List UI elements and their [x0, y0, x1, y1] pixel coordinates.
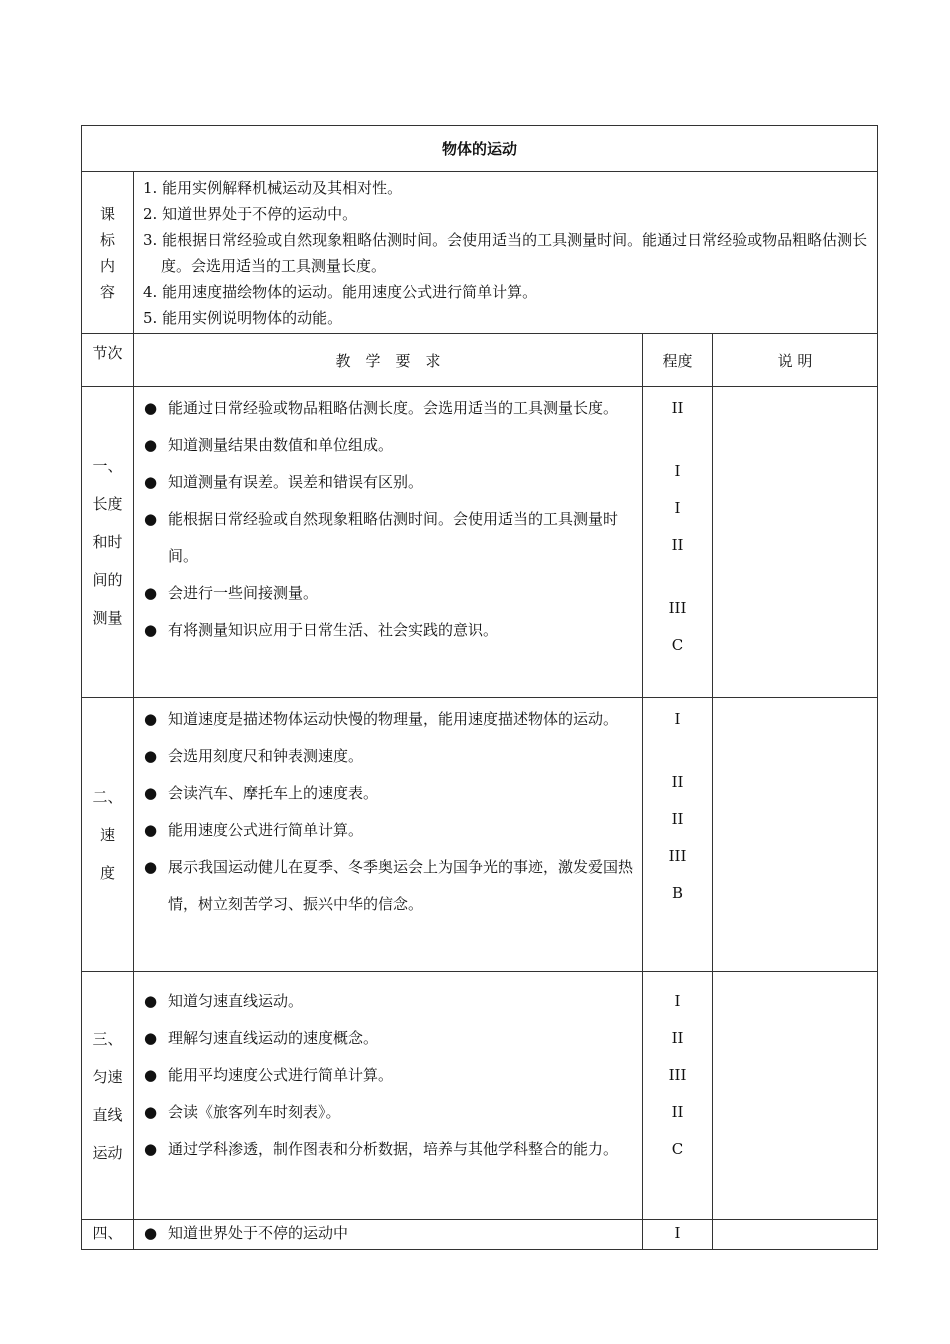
- note-cell: [713, 1220, 878, 1250]
- level-value: I: [674, 499, 681, 517]
- level-value: I: [674, 710, 681, 728]
- standard-item: 5. 能用实例说明物体的动能。: [143, 309, 343, 327]
- requirement-item: ● 理解匀速直线运动的速度概念。: [144, 1020, 634, 1057]
- requirement-item: ● 会进行一些间接测量。: [144, 575, 634, 612]
- bullet-icon: ●: [144, 747, 158, 765]
- bullet-icon: ●: [144, 584, 158, 602]
- requirement-item: ● 有将测量知识应用于日常生活、社会实践的意识。: [144, 612, 634, 649]
- level-column: [643, 387, 713, 698]
- note-cell: [713, 972, 878, 1220]
- standard-item: 4. 能用速度描绘物体的运动。能用速度公式进行简单计算。: [143, 283, 538, 301]
- bullet-icon: ●: [144, 1140, 158, 1158]
- section-label: 四、: [82, 1220, 134, 1250]
- bullet-icon: ●: [144, 1103, 158, 1121]
- requirement-item: ● 知道匀速直线运动。: [144, 983, 634, 1020]
- section-label: 二、 速 度: [82, 698, 134, 972]
- bullet-icon: ●: [144, 510, 158, 528]
- level-value: II: [671, 1029, 684, 1047]
- level-value: I: [674, 992, 681, 1010]
- level-value: I: [674, 462, 681, 480]
- header-section: 节次: [82, 334, 134, 387]
- requirement-item: ● 知道测量结果由数值和单位组成。: [144, 427, 634, 464]
- content-table: [81, 125, 878, 1250]
- level-column: [643, 698, 713, 972]
- level-value: II: [671, 773, 684, 791]
- header-note: 说 明: [713, 334, 878, 387]
- bullet-icon: ●: [144, 784, 158, 802]
- header-level: 程度: [643, 334, 713, 387]
- bullet-icon: ●: [144, 399, 158, 417]
- requirement-item: ● 会读《旅客列车时刻表》。: [144, 1094, 634, 1131]
- requirement-item: ● 能根据日常经验或自然现象粗略估测时间。会使用适当的工具测量时间。: [144, 501, 634, 575]
- requirements-list: [134, 698, 643, 972]
- requirement-item: ● 会选用刻度尺和钟表测速度。: [144, 738, 634, 775]
- requirement-item: ● 知道测量有误差。误差和错误有区别。: [144, 464, 634, 501]
- requirement-item: ● 能通过日常经验或物品粗略估测长度。会选用适当的工具测量长度。: [144, 390, 634, 427]
- bullet-icon: ●: [144, 710, 158, 728]
- standard-item: 1. 能用实例解释机械运动及其相对性。: [143, 179, 403, 197]
- section-label: 三、 匀速 直线 运动: [82, 972, 134, 1220]
- section-label: 一、 长度 和时 间的 测量: [82, 387, 134, 698]
- note-cell: [713, 387, 878, 698]
- requirement-item: ● 展示我国运动健儿在夏季、冬季奥运会上为国争光的事迹，激发爱国热情，树立刻苦学习、振兴中华的信念。: [144, 849, 634, 923]
- level-column: [643, 972, 713, 1220]
- level-value: III: [668, 1066, 687, 1084]
- standard-item: 2. 知道世界处于不停的运动中。: [143, 205, 358, 223]
- level-value: II: [671, 810, 684, 828]
- bullet-icon: ●: [144, 1066, 158, 1084]
- bullet-icon: ●: [144, 473, 158, 491]
- level-value: C: [671, 1140, 684, 1158]
- requirement-item: ● 能用速度公式进行简单计算。: [144, 812, 634, 849]
- requirements-list: [134, 387, 643, 698]
- level-value: III: [668, 599, 687, 617]
- header-requirements: 教 学 要 求: [134, 334, 643, 387]
- bullet-icon: ●: [144, 821, 158, 839]
- requirement-item: ● 会读汽车、摩托车上的速度表。: [144, 775, 634, 812]
- bullet-icon: ●: [144, 621, 158, 639]
- bullet-icon: ●: [144, 1224, 158, 1242]
- level-value: II: [671, 1103, 684, 1121]
- level-value: II: [671, 536, 684, 554]
- level-value: III: [668, 847, 687, 865]
- level-column: [643, 1220, 713, 1250]
- requirements-list: [134, 1220, 643, 1250]
- requirement-item: ● 通过学科渗透，制作图表和分析数据，培养与其他学科整合的能力。: [144, 1131, 634, 1168]
- standard-item: 3. 能根据日常经验或自然现象粗略估测时间。会使用适当的工具测量时间。能通过日常经验或物品粗略估测长度。会选用适当的工具测量长度。: [143, 231, 868, 275]
- requirement-item: ● 知道速度是描述物体运动快慢的物理量，能用速度描述物体的运动。: [144, 701, 634, 738]
- level-value: I: [674, 1224, 681, 1242]
- bullet-icon: ●: [144, 436, 158, 454]
- level-value: C: [671, 636, 684, 654]
- note-cell: [713, 698, 878, 972]
- level-value: II: [671, 399, 684, 417]
- bullet-icon: ●: [144, 1029, 158, 1047]
- document-title: 物体的运动: [82, 126, 878, 172]
- requirements-list: [134, 972, 643, 1220]
- curriculum-standard-list: [134, 172, 878, 334]
- bullet-icon: ●: [144, 858, 158, 876]
- curriculum-standard-label: 课 标 内 容: [82, 172, 134, 334]
- bullet-icon: ●: [144, 992, 158, 1010]
- requirement-item: ● 知道世界处于不停的运动中: [144, 1220, 634, 1246]
- level-value: B: [671, 884, 684, 902]
- requirement-item: ● 能用平均速度公式进行简单计算。: [144, 1057, 634, 1094]
